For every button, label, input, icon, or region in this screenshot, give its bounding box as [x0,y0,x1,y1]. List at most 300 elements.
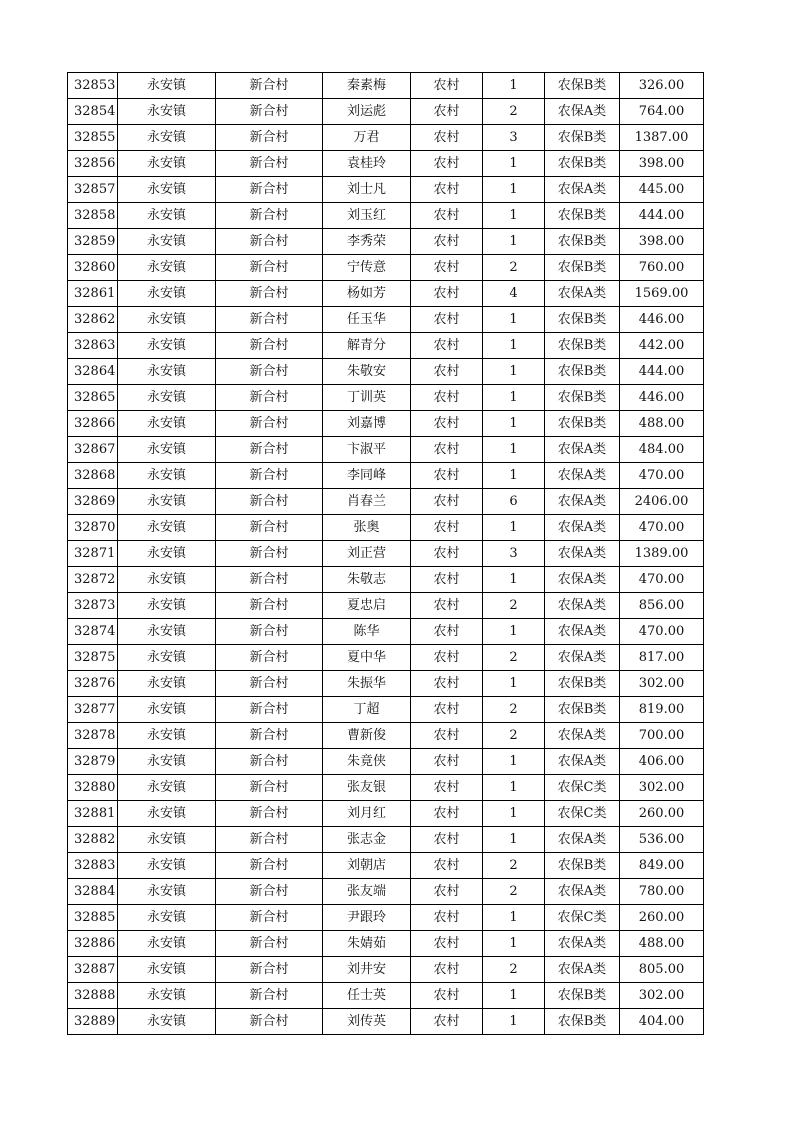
town-cell: 永安镇 [118,307,216,333]
area-type-cell: 农村 [411,775,483,801]
household-count-cell: 1 [483,307,545,333]
amount-cell: 488.00 [620,411,704,437]
name-cell: 丁超 [323,697,411,723]
name-cell: 曹新俊 [323,723,411,749]
amount-cell: 1389.00 [620,541,704,567]
insurance-category-cell: 农保B类 [545,671,620,697]
insurance-category-cell: 农保A类 [545,463,620,489]
insurance-category-cell: 农保B类 [545,73,620,99]
town-cell: 永安镇 [118,775,216,801]
area-type-cell: 农村 [411,619,483,645]
insurance-category-cell: 农保B类 [545,853,620,879]
insurance-category-cell: 农保A类 [545,281,620,307]
town-cell: 永安镇 [118,203,216,229]
table-row [68,619,704,645]
record-id-cell: 32873 [68,593,118,619]
amount-cell: 470.00 [620,619,704,645]
insurance-category-cell: 农保B类 [545,151,620,177]
town-cell: 永安镇 [118,385,216,411]
town-cell: 永安镇 [118,437,216,463]
table-row [68,73,704,99]
area-type-cell: 农村 [411,567,483,593]
table-row [68,593,704,619]
household-count-cell: 2 [483,255,545,281]
name-cell: 夏中华 [323,645,411,671]
insurance-category-cell: 农保A类 [545,177,620,203]
amount-cell: 849.00 [620,853,704,879]
name-cell: 宁传意 [323,255,411,281]
amount-cell: 398.00 [620,151,704,177]
village-cell: 新合村 [216,125,323,151]
village-cell: 新合村 [216,775,323,801]
household-count-cell: 1 [483,1009,545,1035]
area-type-cell: 农村 [411,957,483,983]
record-id-cell: 32862 [68,307,118,333]
amount-cell: 406.00 [620,749,704,775]
record-id-cell: 32859 [68,229,118,255]
record-id-cell: 32879 [68,749,118,775]
village-cell: 新合村 [216,983,323,1009]
amount-cell: 856.00 [620,593,704,619]
village-cell: 新合村 [216,489,323,515]
town-cell: 永安镇 [118,281,216,307]
household-count-cell: 6 [483,489,545,515]
village-cell: 新合村 [216,593,323,619]
name-cell: 任士英 [323,983,411,1009]
insurance-category-cell: 农保B类 [545,255,620,281]
area-type-cell: 农村 [411,463,483,489]
town-cell: 永安镇 [118,1009,216,1035]
table-row [68,411,704,437]
household-count-cell: 1 [483,177,545,203]
insurance-category-cell: 农保A类 [545,567,620,593]
amount-cell: 446.00 [620,385,704,411]
village-cell: 新合村 [216,749,323,775]
name-cell: 陈华 [323,619,411,645]
name-cell: 张友银 [323,775,411,801]
insurance-category-cell: 农保B类 [545,333,620,359]
town-cell: 永安镇 [118,515,216,541]
record-id-cell: 32871 [68,541,118,567]
amount-cell: 326.00 [620,73,704,99]
insurance-category-cell: 农保B类 [545,203,620,229]
name-cell: 朱振华 [323,671,411,697]
record-id-cell: 32889 [68,1009,118,1035]
name-cell: 尹跟玲 [323,905,411,931]
village-cell: 新合村 [216,99,323,125]
household-count-cell: 2 [483,879,545,905]
record-id-cell: 32858 [68,203,118,229]
name-cell: 夏忠启 [323,593,411,619]
insurance-category-cell: 农保B类 [545,697,620,723]
record-id-cell: 32886 [68,931,118,957]
village-cell: 新合村 [216,411,323,437]
town-cell: 永安镇 [118,411,216,437]
table-row [68,177,704,203]
area-type-cell: 农村 [411,333,483,359]
area-type-cell: 农村 [411,99,483,125]
area-type-cell: 农村 [411,229,483,255]
table-row [68,333,704,359]
area-type-cell: 农村 [411,1009,483,1035]
amount-cell: 780.00 [620,879,704,905]
area-type-cell: 农村 [411,515,483,541]
town-cell: 永安镇 [118,541,216,567]
table-row [68,489,704,515]
area-type-cell: 农村 [411,541,483,567]
insurance-category-cell: 农保C类 [545,905,620,931]
record-id-cell: 32872 [68,567,118,593]
table-row [68,775,704,801]
insurance-category-cell: 农保A类 [545,541,620,567]
name-cell: 刘嘉博 [323,411,411,437]
amount-cell: 2406.00 [620,489,704,515]
record-id-cell: 32861 [68,281,118,307]
town-cell: 永安镇 [118,177,216,203]
town-cell: 永安镇 [118,723,216,749]
name-cell: 朱敬志 [323,567,411,593]
village-cell: 新合村 [216,697,323,723]
insurance-category-cell: 农保C类 [545,801,620,827]
table-row [68,281,704,307]
household-count-cell: 1 [483,983,545,1009]
insurance-category-cell: 农保C类 [545,775,620,801]
village-cell: 新合村 [216,281,323,307]
amount-cell: 817.00 [620,645,704,671]
insurance-category-cell: 农保B类 [545,125,620,151]
table-row [68,203,704,229]
town-cell: 永安镇 [118,333,216,359]
household-count-cell: 2 [483,593,545,619]
village-cell: 新合村 [216,463,323,489]
amount-cell: 445.00 [620,177,704,203]
table-row [68,567,704,593]
insurance-category-cell: 农保B类 [545,359,620,385]
village-cell: 新合村 [216,957,323,983]
household-count-cell: 1 [483,619,545,645]
record-id-cell: 32887 [68,957,118,983]
household-count-cell: 3 [483,125,545,151]
name-cell: 刘运彪 [323,99,411,125]
village-cell: 新合村 [216,1009,323,1035]
village-cell: 新合村 [216,853,323,879]
insurance-category-cell: 农保A类 [545,723,620,749]
table-row [68,385,704,411]
document-page [67,72,703,1035]
insurance-category-cell: 农保A类 [545,619,620,645]
record-id-cell: 32888 [68,983,118,1009]
village-cell: 新合村 [216,619,323,645]
area-type-cell: 农村 [411,671,483,697]
household-count-cell: 1 [483,73,545,99]
town-cell: 永安镇 [118,489,216,515]
record-id-cell: 32875 [68,645,118,671]
amount-cell: 470.00 [620,515,704,541]
table-row [68,853,704,879]
town-cell: 永安镇 [118,255,216,281]
amount-cell: 700.00 [620,723,704,749]
amount-cell: 764.00 [620,99,704,125]
area-type-cell: 农村 [411,281,483,307]
town-cell: 永安镇 [118,125,216,151]
name-cell: 秦素梅 [323,73,411,99]
area-type-cell: 农村 [411,905,483,931]
village-cell: 新合村 [216,333,323,359]
table-row [68,645,704,671]
amount-cell: 488.00 [620,931,704,957]
amount-cell: 446.00 [620,307,704,333]
household-count-cell: 3 [483,541,545,567]
insurance-category-cell: 农保A类 [545,489,620,515]
household-count-cell: 2 [483,99,545,125]
amount-cell: 444.00 [620,203,704,229]
name-cell: 刘玉红 [323,203,411,229]
name-cell: 刘传英 [323,1009,411,1035]
data-table [67,72,704,1035]
record-id-cell: 32874 [68,619,118,645]
insurance-category-cell: 农保B类 [545,307,620,333]
town-cell: 永安镇 [118,931,216,957]
insurance-category-cell: 农保A类 [545,879,620,905]
record-id-cell: 32867 [68,437,118,463]
table-row [68,801,704,827]
village-cell: 新合村 [216,801,323,827]
name-cell: 刘士凡 [323,177,411,203]
name-cell: 刘朝店 [323,853,411,879]
amount-cell: 1387.00 [620,125,704,151]
record-id-cell: 32864 [68,359,118,385]
name-cell: 张奥 [323,515,411,541]
household-count-cell: 1 [483,203,545,229]
amount-cell: 536.00 [620,827,704,853]
amount-cell: 805.00 [620,957,704,983]
amount-cell: 470.00 [620,567,704,593]
record-id-cell: 32882 [68,827,118,853]
town-cell: 永安镇 [118,827,216,853]
table-row [68,151,704,177]
name-cell: 朱婧茹 [323,931,411,957]
area-type-cell: 农村 [411,151,483,177]
name-cell: 朱竟侠 [323,749,411,775]
village-cell: 新合村 [216,645,323,671]
table-row [68,983,704,1009]
household-count-cell: 1 [483,905,545,931]
amount-cell: 398.00 [620,229,704,255]
town-cell: 永安镇 [118,99,216,125]
record-id-cell: 32866 [68,411,118,437]
area-type-cell: 农村 [411,411,483,437]
record-id-cell: 32877 [68,697,118,723]
town-cell: 永安镇 [118,879,216,905]
village-cell: 新合村 [216,905,323,931]
record-id-cell: 32870 [68,515,118,541]
name-cell: 肖春兰 [323,489,411,515]
area-type-cell: 农村 [411,723,483,749]
record-id-cell: 32857 [68,177,118,203]
town-cell: 永安镇 [118,229,216,255]
table-row [68,541,704,567]
town-cell: 永安镇 [118,463,216,489]
household-count-cell: 1 [483,359,545,385]
area-type-cell: 农村 [411,749,483,775]
area-type-cell: 农村 [411,853,483,879]
name-cell: 朱敬安 [323,359,411,385]
insurance-category-cell: 农保B类 [545,229,620,255]
area-type-cell: 农村 [411,307,483,333]
village-cell: 新合村 [216,151,323,177]
insurance-category-cell: 农保B类 [545,983,620,1009]
town-cell: 永安镇 [118,645,216,671]
town-cell: 永安镇 [118,567,216,593]
insurance-category-cell: 农保B类 [545,1009,620,1035]
area-type-cell: 农村 [411,697,483,723]
area-type-cell: 农村 [411,593,483,619]
area-type-cell: 农村 [411,879,483,905]
household-count-cell: 4 [483,281,545,307]
record-id-cell: 32865 [68,385,118,411]
record-id-cell: 32883 [68,853,118,879]
amount-cell: 484.00 [620,437,704,463]
record-id-cell: 32868 [68,463,118,489]
village-cell: 新合村 [216,541,323,567]
table-row [68,99,704,125]
area-type-cell: 农村 [411,203,483,229]
amount-cell: 404.00 [620,1009,704,1035]
table-row [68,125,704,151]
household-count-cell: 2 [483,645,545,671]
area-type-cell: 农村 [411,437,483,463]
village-cell: 新合村 [216,931,323,957]
town-cell: 永安镇 [118,73,216,99]
amount-cell: 760.00 [620,255,704,281]
insurance-category-cell: 农保B类 [545,385,620,411]
name-cell: 张友端 [323,879,411,905]
town-cell: 永安镇 [118,983,216,1009]
household-count-cell: 1 [483,151,545,177]
household-count-cell: 2 [483,957,545,983]
table-row [68,463,704,489]
area-type-cell: 农村 [411,177,483,203]
village-cell: 新合村 [216,73,323,99]
area-type-cell: 农村 [411,827,483,853]
name-cell: 丁训英 [323,385,411,411]
name-cell: 李同峰 [323,463,411,489]
record-id-cell: 32878 [68,723,118,749]
area-type-cell: 农村 [411,645,483,671]
amount-cell: 302.00 [620,671,704,697]
amount-cell: 470.00 [620,463,704,489]
table-row [68,437,704,463]
household-count-cell: 1 [483,385,545,411]
village-cell: 新合村 [216,307,323,333]
town-cell: 永安镇 [118,359,216,385]
amount-cell: 260.00 [620,905,704,931]
village-cell: 新合村 [216,827,323,853]
table-row [68,1009,704,1035]
name-cell: 卞淑平 [323,437,411,463]
record-id-cell: 32860 [68,255,118,281]
table-row [68,749,704,775]
name-cell: 解青分 [323,333,411,359]
household-count-cell: 1 [483,827,545,853]
insurance-category-cell: 农保A类 [545,957,620,983]
village-cell: 新合村 [216,359,323,385]
amount-cell: 444.00 [620,359,704,385]
record-id-cell: 32884 [68,879,118,905]
household-count-cell: 1 [483,801,545,827]
insurance-category-cell: 农保A类 [545,827,620,853]
village-cell: 新合村 [216,177,323,203]
area-type-cell: 农村 [411,255,483,281]
village-cell: 新合村 [216,879,323,905]
table-row [68,879,704,905]
village-cell: 新合村 [216,723,323,749]
record-id-cell: 32885 [68,905,118,931]
town-cell: 永安镇 [118,697,216,723]
record-id-cell: 32869 [68,489,118,515]
area-type-cell: 农村 [411,125,483,151]
village-cell: 新合村 [216,567,323,593]
household-count-cell: 1 [483,463,545,489]
name-cell: 刘月红 [323,801,411,827]
amount-cell: 260.00 [620,801,704,827]
table-body [68,73,704,1035]
town-cell: 永安镇 [118,905,216,931]
record-id-cell: 32876 [68,671,118,697]
town-cell: 永安镇 [118,801,216,827]
record-id-cell: 32856 [68,151,118,177]
record-id-cell: 32854 [68,99,118,125]
record-id-cell: 32881 [68,801,118,827]
table-row [68,931,704,957]
name-cell: 任玉华 [323,307,411,333]
area-type-cell: 农村 [411,385,483,411]
household-count-cell: 1 [483,749,545,775]
name-cell: 李秀荣 [323,229,411,255]
town-cell: 永安镇 [118,671,216,697]
town-cell: 永安镇 [118,957,216,983]
household-count-cell: 1 [483,775,545,801]
household-count-cell: 2 [483,853,545,879]
town-cell: 永安镇 [118,593,216,619]
household-count-cell: 1 [483,671,545,697]
record-id-cell: 32863 [68,333,118,359]
insurance-category-cell: 农保A类 [545,99,620,125]
household-count-cell: 1 [483,515,545,541]
table-row [68,229,704,255]
household-count-cell: 2 [483,697,545,723]
insurance-category-cell: 农保A类 [545,931,620,957]
name-cell: 刘井安 [323,957,411,983]
insurance-category-cell: 农保A类 [545,749,620,775]
table-row [68,723,704,749]
town-cell: 永安镇 [118,151,216,177]
table-row [68,515,704,541]
household-count-cell: 1 [483,437,545,463]
amount-cell: 302.00 [620,775,704,801]
table-row [68,671,704,697]
area-type-cell: 农村 [411,931,483,957]
insurance-category-cell: 农保A类 [545,593,620,619]
name-cell: 万君 [323,125,411,151]
town-cell: 永安镇 [118,749,216,775]
village-cell: 新合村 [216,437,323,463]
area-type-cell: 农村 [411,983,483,1009]
household-count-cell: 1 [483,567,545,593]
insurance-category-cell: 农保B类 [545,411,620,437]
amount-cell: 1569.00 [620,281,704,307]
village-cell: 新合村 [216,385,323,411]
